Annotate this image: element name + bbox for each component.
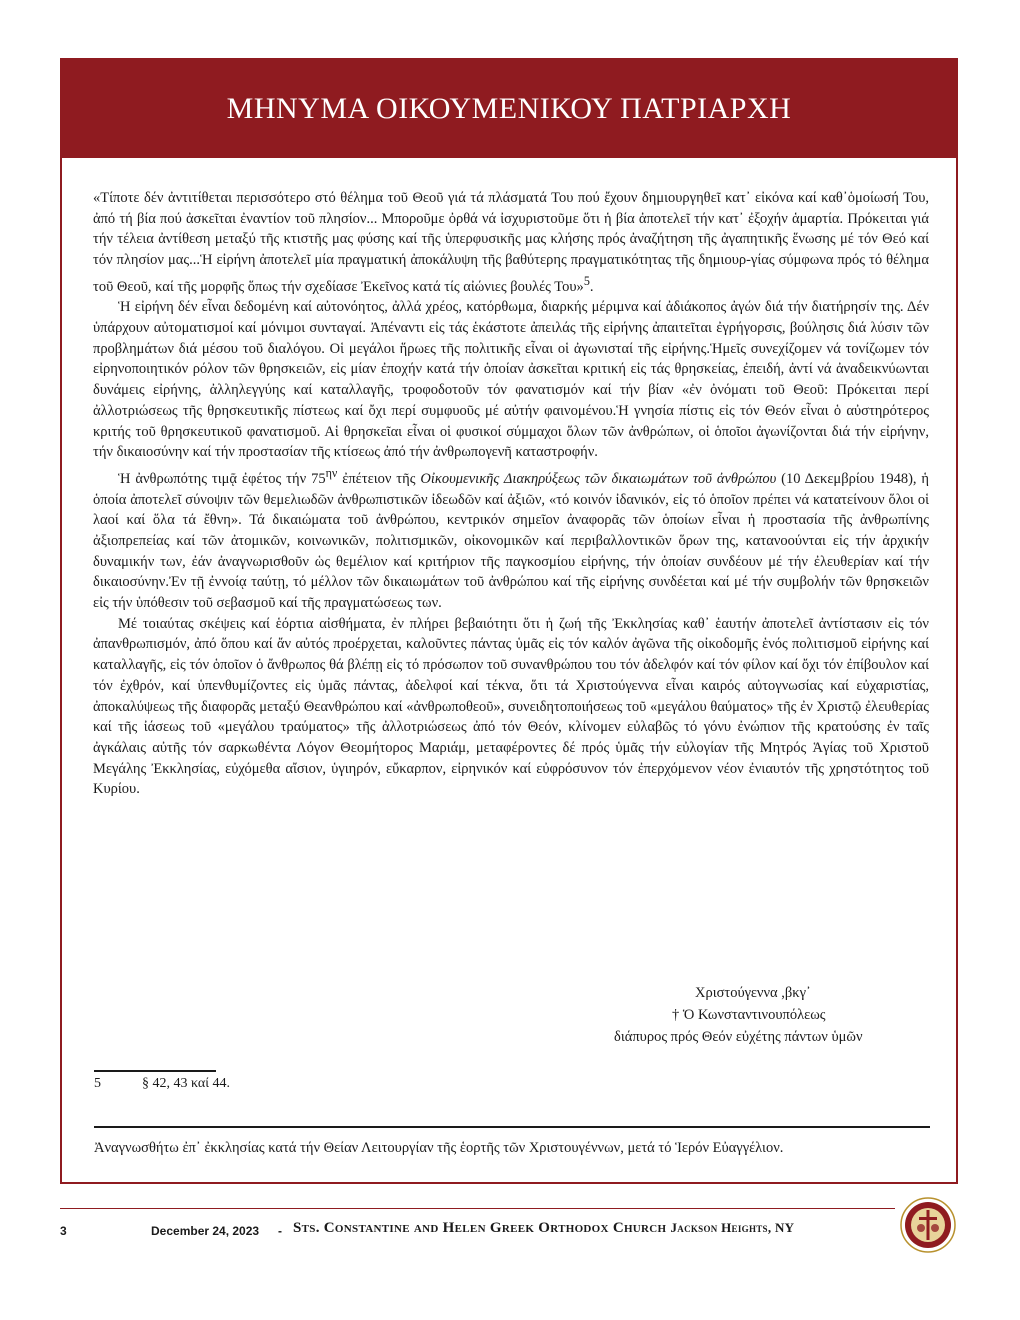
paragraph-1-text: «Τίποτε δέν ἀντιτίθεται περισσότερο στό θέλημα τοῦ Θεοῦ γιά τά πλάσματά Του πού ἔχουν δημιουργηθεῖ κατ᾽ εἰκόνα καί καθ᾽ὁμοίωσή Του, ἀπό τή βία πού ἀσκεῖται ἐναντίον τοῦ πλησίον... Μποροῦμε ὀρθά νά ἰσχυριστοῦμε ὅτι ἡ βία ἀποτελεῖ τήν κατ᾽ ἐξοχήν ἁμαρτία. Πρόκειται γιά τήν τέλεια ἀντίθεση μεταξύ τῆς κτιστῆς μας φύσης καί τῆς ὑπερφυσικῆς μας κλήσης πρός ἀναζήτηση τῆς ἀγαπητικῆς ἕνωσης μέ τόν Θεό καί τόν πλησίον μας...Ἡ εἰρήνη ἀποτελεῖ μία πραγματική ἀποκάλυψη τῆς βαθύτερης πραγματικότητας τῆς δημιουρ-γίας σύμφωνα πρός τό θέλημα τοῦ Θεοῦ, καί τῆς μορφῆς ὅπως τήν σχεδίασε Ἐκεῖνος κατά τίς αἰώνιες βουλές Του» (93, 190, 929, 295)
page-footer (60, 1222, 895, 1242)
message-frame (60, 58, 958, 1184)
footer-date: December 24, 2023 (151, 1224, 260, 1238)
footnote-divider (94, 1070, 216, 1072)
footnote-ref: 5 (583, 273, 590, 288)
church-seal-icon (900, 1197, 956, 1253)
footnote (94, 1076, 230, 1092)
paragraph-3 (93, 463, 929, 614)
ordinal-sup: ην (325, 465, 338, 480)
footnote-text: § 42, 43 καί 44. (142, 1076, 231, 1091)
title-banner (62, 60, 956, 158)
declaration-title: Οἰκουμενικῆς Διακηρύξεως τῶν δικαιωμάτων τοῦ ἀνθρώπου (420, 470, 777, 487)
footer-separator: - (278, 1224, 282, 1238)
page-number: 3 (60, 1224, 67, 1238)
signature-name: † Ὁ Κωνσταντινουπόλεως (672, 1007, 826, 1023)
paragraph-2: Ἡ εἰρήνη δέν εἶναι δεδομένη καί αὐτονόητος, ἀλλά χρέος, κατόρθωμα, διαρκής μέριμνα καί ἀδιάκοπος ἀγών διά τήν διατήρησίν της. Δέν ὑπάρχουν αὐτοματισμοί καί μόνιμοι συνταγαί. Ἀπέναντι εἰς τάς ἑκάστοτε ἀπειλάς τῆς εἰρήνης ἀπαιτεῖται ἐγρήγορσις, βούλησις διά λύσιν τῶν προβλημάτων διά μέσου τοῦ διαλόγου. Οἱ μεγάλοι ἥρωες τῆς πολιτικῆς εἶναι οἱ ἀγωνισταί τῆς εἰρήνης.Ἡμεῖς συνεχίζομεν νά τονίζωμεν τόν εἰρηνοποιητικόν ρόλον τῶν θρησκειῶν, εἰς μίαν ἐποχήν κατά τήν ὁποίαν ἀσκεῖται κριτική εἰς τάς θρησκείας, ἐπειδή, ἀντί νά ἀναδεικνύωνται δυνάμεις εἰρήνης, ἀλληλεγγύης καί καταλλαγῆς, τροφοδοτοῦν τόν φανατισμόν καί τήν βίαν «ἐν ὀνόματι τοῦ Θεοῦ: Πρόκειται περί ἀλλοτριώσεως τῆς θρησκευτικῆς πίστεως καί ὄχι περί συμφυοῦς μέ αὐτήν φαινομένου.Ἡ γνησία πίστις εἰς τόν Θεόν εἶναι ὁ αὐστηρότερος κριτής τοῦ θρησκευτικοῦ φανατισμοῦ. Αἱ θρησκεῖαι εἶναι οἱ φυσικοί σύμμαχοι ὅλων τῶν ἀνθρώπων, οἱ ὁποῖοι ἀγωνίζονται διά τήν εἰρήνην, τήν δικαιοσύνην καί τήν προστασίαν τῆς κτίσεως ἀπό τήν ἀνθρωπογενῆ καταστροφήν. (93, 299, 929, 461)
message-body (93, 188, 929, 800)
church-location: Jackson Heights, NY (670, 1220, 795, 1235)
footnote-number: 5 (94, 1076, 101, 1091)
church-name: Sts. Constantine and Helen Greek Orthodox Church (293, 1220, 667, 1236)
signature-block (562, 982, 962, 1048)
paragraph-3-c: (10 Δεκεμβρίου 1948), ἡ ὁποία ἀποτελεῖ σύνοψιν τῶν θεμελιωδῶν ἀνθρωπιστικῶν ἰδεωδῶν καί ἀξιῶν, «τό κοινόν ἰδανικόν, εἰς τό ὁποῖον πρέπει νά κατατείνουν ὅλοι οἱ λαοί καί ὅλα τά ἔθνη». Τά δικαιώματα τοῦ ἀνθρώπου, κεντρικόν σημεῖον ἀναφορᾶς τῶν ὁποίων εἶναι ἡ προστασία τῆς ἀνθρωπίνης ἀξιοπρεπείας καί τῶν ἀτομικῶν, κοινωνικῶν, πολιτισμικῶν, οἰκονομικῶν καί περιβαλλοντικῶν ὅρων της, κατανοούνται εἰς τήν ἀρχικήν δυναμικήν των, ἐάν ἀναγνωρισθοῦν ὡς θεμέλιον καί κριτήριον τῆς παγκοσμίου εἰρήνης, τήν ὁποίαν συνδέουν μέ τήν ἐλευθερίαν καί τήν δικαιοσύνην.Ἐν τῇ ἐννοίᾳ ταύτῃ, τό μέλλον τῶν δικαιωμάτων τοῦ ἀνθρώπου καί τῆς εἰρήνης συνδέεται καί μέ τήν συμβολήν τῶν θρησκειῶν εἰς τήν ὑπόθεσιν τοῦ σεβασμοῦ καί τῆς πραγματώσεως των. (93, 470, 930, 612)
paragraph-3-b: ἐπέτειον τῆς (337, 470, 421, 487)
bottom-divider (94, 1126, 930, 1128)
signature-closing: διάπυρος πρός Θεόν εὐχέτης πάντων ὑμῶν (614, 1029, 863, 1045)
footer-church (293, 1220, 794, 1237)
footer-divider (60, 1208, 895, 1209)
paragraph-4: Μέ τοιαύτας σκέψεις καί ἑόρτια αἰσθήματα, ἐν πλήρει βεβαιότητι ὅτι ἡ ζωή τῆς Ἐκκλησίας καθ᾽ ἑαυτήν ἀποτελεῖ ἀντίστασιν εἰς τόν ἀπανθρωπισμόν, ἀπό ὅπου καί ἄν αὐτός προέρχεται, καλοῦντες πάντας ὑμᾶς εἰς τόν καλόν ἀγῶνα τῆς οἰκοδομῆς ἑνός πολιτισμοῦ εἰρήνης καί καταλλαγῆς, εἰς τόν ὁποῖον ὁ ἄνθρωπος θά βλέπῃ εἰς τό πρόσωπον τοῦ συνανθρώπου του τόν ἀδελφόν καί τόν φίλον καί ὄχι τόν ἐπίβουλον καί τόν ἐχθρόν, καί ὑπενθυμίζοντες εἰς ὑμᾶς πάντας, ἀδελφοί καί τέκνα, ὅτι τά Χριστούγεννα εἶναι καιρός αὐτογνωσίας καί εὐχαριστίας, ἀποκαλύψεως τῆς διαφορᾶς μεταξύ Θεανθρώπου καί «ἀνθρωποθεοῦ», συνειδητοποιήσεως τοῦ «μεγάλου θαύματος» τῆς ἐν Χριστῷ ἐλευθερίας καί τῆς ἰάσεως τοῦ «μεγάλου τραύματος» τῆς ἀλλοτριώσεως ἀπό τόν Θεόν, κλίνομεν εὐλαβῶς τό γόνυ ἐνώπιον τῆς κρατούσης ἐν ταῖς ἀγκάλαις αὐτῆς τόν σαρκωθέντα Λόγον Θεομήτορος Μαριάμ, μεταφέροντες δέ πρός ὑμᾶς τήν εὐλογίαν τῆς Μητρός Ἁγίας τοῦ Χριστοῦ Μεγάλης Ἐκκλησίας, εὐχόμεθα αἴσιον, ὑγιηρόν, εὔκαρπον, εἰρηνικόν καί εὐφρόσυνον τόν ἐπερχόμενον νέον ἐνιαυτόν τῆς χρηστότητος τοῦ Κυρίου. (93, 615, 929, 798)
reading-instruction: Ἀναγνωσθήτω ἐπ᾽ ἐκκλησίας κατά τήν Θείαν Λειτουργίαν τῆς ἑορτῆς τῶν Χριστουγέννων, μετά τό Ἱερόν Εὐαγγέλιον. (94, 1140, 784, 1156)
paragraph-3-a: Ἡ ἀνθρωπότης τιμᾷ ἐφέτος τήν 75 (118, 470, 326, 487)
page-title: ΜΗΝΥΜΑ ΟΙΚΟΥΜΕΝΙΚΟΥ ΠΑΤΡΙΑΡΧΗ (226, 92, 792, 125)
paragraph-1 (93, 188, 929, 297)
paragraph-1-end: . (589, 278, 594, 295)
signature-date: Χριστούγεννα ,βκγ᾽ (695, 985, 811, 1001)
